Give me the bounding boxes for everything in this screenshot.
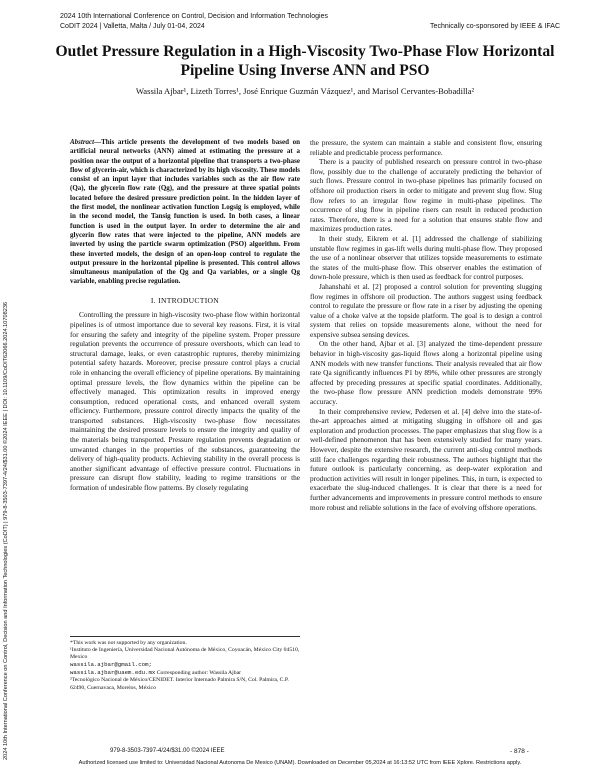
conference-venue: CoDIT 2024 | Valletta, Malta / July 01-04, 2024: [60, 23, 205, 30]
paragraph: the pressure, the system can maintain a stable and consistent flow, ensuring reliable and predictable process performance.: [310, 138, 542, 157]
paragraph: Controlling the pressure in high-viscosity two-phase flow within horizontal pipelines is of utmost importance due to several key reasons. First, it is vital for ensuring the safety and integrity of the pipeline system. Proper pressure regulation prevents the occurrence of pressure overshoots, which can lead to structural damage, leaks, or even catastrophic ruptures, thereby minimizing potential safety hazards. Moreover, precise pressure control plays a crucial role in enhancing the overall efficiency of pipeline operations. By maintaining optimal pressure levels, the flow dynamics within the pipeline can be effectively managed. This optimization results in improved energy consumption, reduced operational costs, and enhanced overall system efficiency. Furthermore, pressure control directly impacts the quality of the transported substances. High-viscosity two-phase flow necessitates maintaining the desired pressure levels to ensure the integrity and quality of the materials being transported. Pressure regulation prevents degradation or unwanted changes in the properties of the substances, guaranteeing the delivery of high-quality products. Achieving stability in the overall process is another significant advantage of effective pressure control. Fluctuations in pressure can disrupt flow stability, leading to regime transitions or the formation of undesirable flow patterns. By closely regulating: [70, 310, 300, 493]
license-notice: Authorized licensed use limited to: Universidad Nacional Autonoma De Mexico (UNAM). Downloaded on December 05,2024 at 16:13:52 UTC from IEEE Xplore. Restrictions apply.: [78, 760, 522, 766]
sponsor-note: Technically co-sponsored by IEEE & IFAC: [430, 23, 560, 30]
abstract-label: Abstract: [70, 138, 95, 146]
corresponding-author: Corresponding author: Wassila Ajbar: [156, 670, 242, 677]
doi-sidebar: 2024 10th International Conference on Control, Decision and Information Technologies (CoDIT) | 979-8-3503-7397-4/24/$31.00 ©2024 IEEE | DOI: 10.1109/CoDIT62066.2024.10708236: [3, 301, 9, 760]
left-column: [70, 138, 300, 493]
paragraph: Jahanshahi et al. [2] proposed a control solution for preventing slugging flow regimes in offshore oil production. The authors suggest using feedback control to regulate the pressure or flow rate in a riser by adjusting the opening value of a choke valve at the topside platform. The goal is to design a control system that relies on topside measurements alone, without the need for expensive subsea sensing devices.: [310, 281, 542, 339]
paper-title: Outlet Pressure Regulation in a High-Viscosity Two-Phase Flow Horizontal Pipeline Using Inverse ANN and PSO: [55, 43, 555, 79]
footnotes: [70, 636, 300, 692]
affiliation-2: ²Tecnológico Nacional de México/CENIDET. Interior Internado Palmira S/N, Col. Palmira, C.P. 62490, Cuernavaca, Morelos, México: [70, 677, 289, 691]
paragraph: There is a paucity of published research on pressure control in two-phase flow, possibly due to the challenge of accurately predicting the behavior of such flows. Pressure control in two-phase pipelines has primarily focused on offshore oil production risers in order to mitigate and prevent slug flow. Slug flow refers to an irregular flow regime in multi-phase pipelines. The occurrence of slug flow in pipeline risers can result in reduced production rates. Therefore, there is a need for a solution that ensures stable flow and maximizes production rates.: [310, 157, 542, 234]
page-number: - 878 -: [510, 748, 529, 755]
email-link[interactable]: wassila.ajbar@uaem.edu.mx: [70, 669, 156, 677]
abstract-text: —This article presents the development of two models based on artificial neural networks (ANN) aimed at estimating the pressure at a position near the output of a horizontal pipeline that transports a two-phase flow of glycerin-air, which is characterized by its high viscosity. These models consist of an input layer that includes variables such as the air flow rate (Qa), the glycerin flow rate (Qg), and the pressure at three spatial points located before the desired pressure prediction point. In the hidden layer of the first model, the nonlinear activation function Logsig is employed, while in the second model, the Tansig function is used. In both cases, a linear function is used in the output layer. In order to determine the air and glycerin flow rates that were injected to the pipeline, ANN models are inverted by using the particle swarm optimization (PSO) algorithm. From these inverted models, the design of an open-loop control to regulate the output pressure in the horizontal pipeline is presented. This control allows simultaneous manipulation of the Qg and Qa variables, or a single Qg variable, enabling precise regulation.: [70, 138, 301, 286]
abstract: [70, 138, 300, 287]
funding-note: *This work was not supported by any organization.: [70, 640, 187, 646]
conference-header: 2024 10th International Conference on Control, Decision and Information Technologies: [60, 13, 328, 20]
author-list: Wassila Ajbar¹, Lizeth Torres¹, José Enrique Guzmán Vázquez¹, and Marisol Cervantes-Bobadilla²: [135, 86, 475, 96]
paragraph: On the other hand, Ajbar et al. [3] analyzed the time-dependent pressure behavior in high-viscosity gas-liquid flows along a horizontal pipeline using ANN models with new transfer functions. Their analysis revealed that air flow rate Qa significantly influences P1 by 89%, while other pressures are strongly affected by preceding pressures at specific spatial coordinates. Additionally, the two-phase flow pressure ANN prediction models demonstrate 99% accuracy.: [310, 339, 542, 407]
right-column: [310, 138, 542, 512]
isbn-footer: 979-8-3503-7397-4/24/$31.00 ©2024 IEEE: [110, 748, 225, 754]
paragraph: In their comprehensive review, Pedersen et al. [4] delve into the state-of-the-art approaches aimed at mitigating slugging in offshore oil and gas exploration and production processes. The paper emphasizes that slug flow is a well-defined phenomenon that has been extensively studied for many years. However, despite the extensive research, the current anti-slug control methods still face challenges regarding their robustness. The authors highlight that the future outlook is particularly concerning, as deep-water exploration and production activities will result in longer pipelines. This, in turn, is expected to exacerbate the slug-induced challenges. It is clear that there is a need for further advancements and improvements in pressure control methods to ensure more robust and reliable solutions in the face of evolving offshore operations.: [310, 406, 542, 512]
affiliation-1: ¹Instituto de Ingeniería, Universidad Nacional Autónoma de México, Coyoacán, México City 04510, Mexico: [70, 647, 300, 661]
paragraph: In their study, Eikrem et al. [1] addressed the challenge of stabilizing unstable flow regimes in gas-lift wells during multi-phase flow. They proposed the use of a nonlinear observer that utilizes topside measurements to estimate the states of the multi-phase flow. This observer enables the estimation of down-hole pressure, which is then used as feedback for control purposes.: [310, 233, 542, 282]
email-link[interactable]: wassila.ajbar@gmail.com;: [70, 661, 152, 669]
conference-subheader: [60, 22, 560, 31]
section-heading: I. INTRODUCTION: [150, 295, 220, 305]
